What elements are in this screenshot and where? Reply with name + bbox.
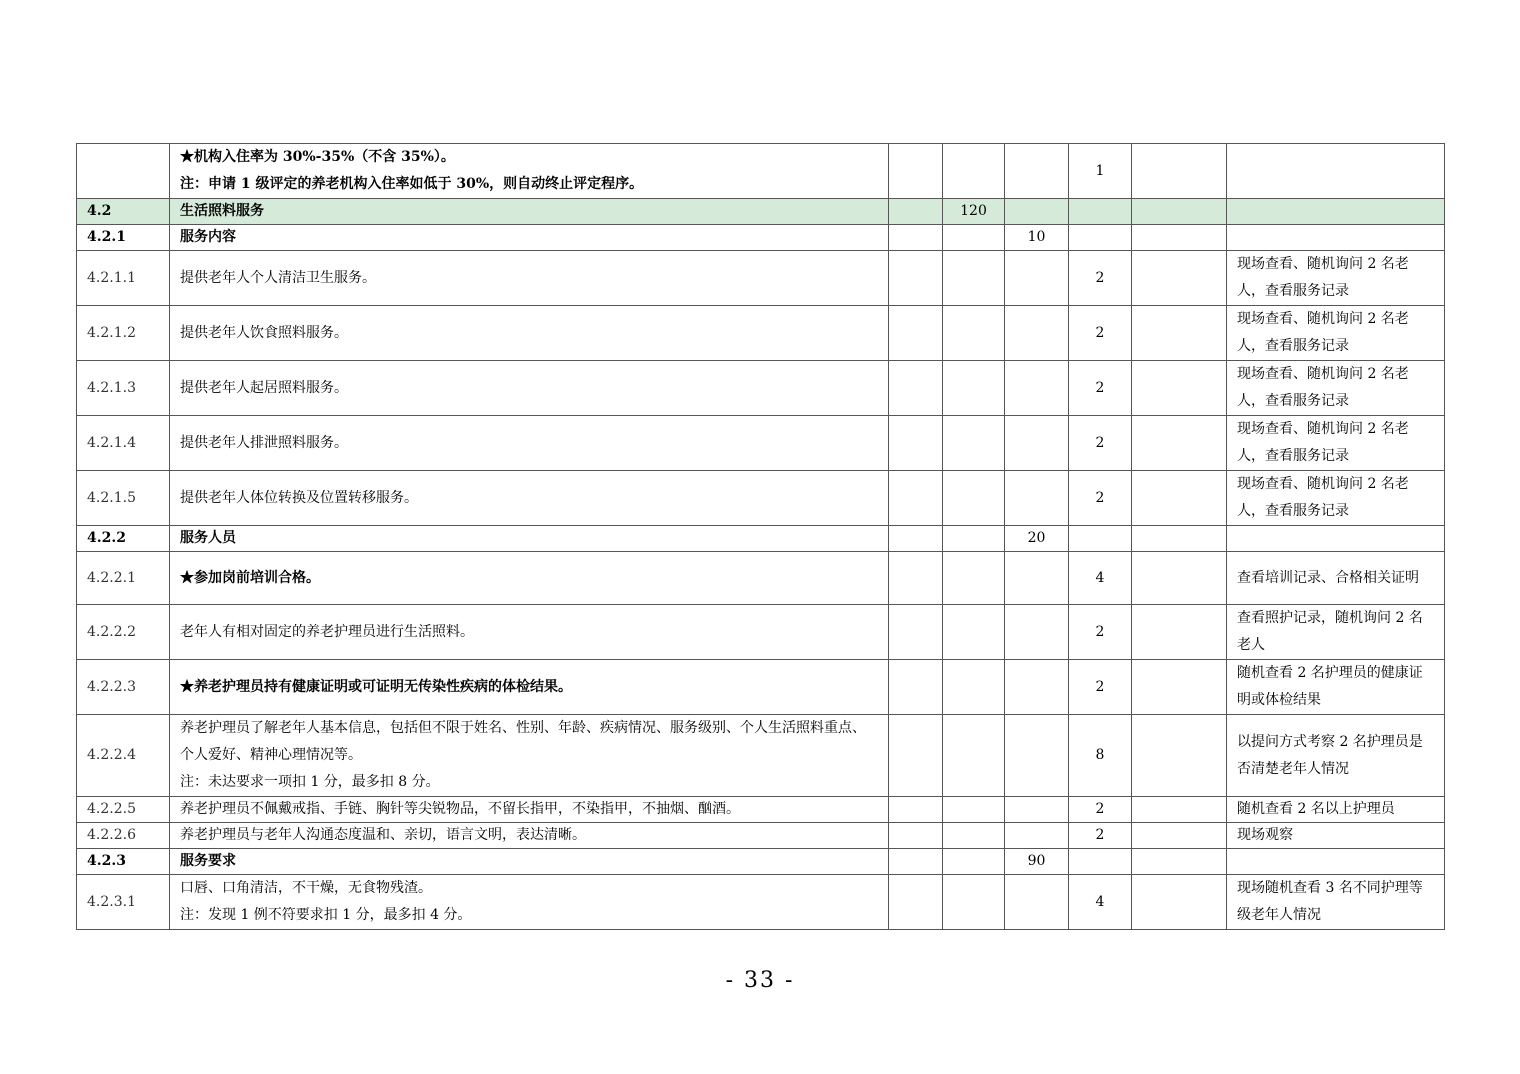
cell-empty [1069,849,1132,875]
item-text: ★养老护理员持有健康证明或可证明无传染性疾病的体检结果。 [170,660,889,715]
table-row [77,797,1445,823]
item-id: 4.2.2.2 [77,605,170,660]
item-text: 老年人有相对固定的养老护理员进行生活照料。 [170,605,889,660]
cell-empty [889,471,943,526]
method-note [1227,225,1445,251]
table-row [77,823,1445,849]
score-actual [1132,660,1227,715]
method-note: 随机查看 2 名护理员的健康证明或体检结果 [1227,660,1445,715]
score-item: 4 [1069,875,1132,930]
item-id: 4.2.1.2 [77,306,170,361]
score-sub [1005,144,1069,199]
cell-empty [889,605,943,660]
score-item: 2 [1069,660,1132,715]
item-id: 4.2.1.4 [77,416,170,471]
score-actual [1132,823,1227,849]
cell-empty [943,849,1005,875]
score-item: 4 [1069,552,1132,605]
cell-empty [1005,605,1069,660]
cell-empty [943,715,1005,797]
cell-empty [943,660,1005,715]
cell-empty [1069,526,1132,552]
method-note: 现场查看、随机询问 2 名老人，查看服务记录 [1227,361,1445,416]
cell-empty [943,797,1005,823]
cell-empty [943,552,1005,605]
item-id: 4.2.1.1 [77,251,170,306]
score-sub: 90 [1005,849,1069,875]
score-actual [1132,416,1227,471]
method-note: 随机查看 2 名以上护理员 [1227,797,1445,823]
item-text: 提供老年人排泄照料服务。 [170,416,889,471]
cell-empty [1227,526,1445,552]
item-id: 4.2.2 [77,526,170,552]
cell-empty [1005,471,1069,526]
score-item: 2 [1069,797,1132,823]
score-actual [1132,715,1227,797]
score-sub: 20 [1005,526,1069,552]
item-text: 提供老年人起居照料服务。 [170,361,889,416]
score-actual [1132,875,1227,930]
score-item: 2 [1069,251,1132,306]
cell-empty [943,471,1005,526]
cell-empty [943,416,1005,471]
cell-empty [1132,849,1227,875]
score-total [943,144,1005,199]
cell-empty [889,144,943,199]
cell-empty [1132,526,1227,552]
method-note: 现场查看、随机询问 2 名老人，查看服务记录 [1227,306,1445,361]
table-row [77,471,1445,526]
cell-empty [889,660,943,715]
score-item: 2 [1069,823,1132,849]
score-actual [1132,306,1227,361]
score-item [1069,199,1132,225]
table-row-section [77,199,1445,225]
score-item: 2 [1069,416,1132,471]
method-note [1227,144,1445,199]
table-row [77,875,1445,930]
item-id: 4.2.1 [77,225,170,251]
table-row [77,144,1445,199]
table-row [77,552,1445,605]
cell-empty [1005,797,1069,823]
cell-empty [889,715,943,797]
score-actual [1132,361,1227,416]
cell-empty [1005,251,1069,306]
cell-empty [889,251,943,306]
score-item: 1 [1069,144,1132,199]
cell-empty [889,199,943,225]
method-note: 查看照护记录，随机询问 2 名老人 [1227,605,1445,660]
table-row [77,416,1445,471]
table-row-subsection [77,225,1445,251]
score-actual [1132,144,1227,199]
cell-empty [889,225,943,251]
evaluation-table [76,143,1445,930]
item-text: 生活照料服务 [170,199,889,225]
cell-empty [1227,849,1445,875]
cell-empty [889,797,943,823]
cell-empty [1005,715,1069,797]
cell-empty [889,823,943,849]
item-id: 4.2.3 [77,849,170,875]
cell-empty [1005,416,1069,471]
cell-empty [889,875,943,930]
cell-empty [943,875,1005,930]
cell-empty [943,251,1005,306]
score-actual [1132,552,1227,605]
table-row [77,660,1445,715]
table-row [77,715,1445,797]
score-actual [1132,471,1227,526]
score-item: 2 [1069,471,1132,526]
item-text: 服务人员 [170,526,889,552]
score-item: 8 [1069,715,1132,797]
method-note: 现场查看、随机询问 2 名老人，查看服务记录 [1227,251,1445,306]
item-id: 4.2.2.6 [77,823,170,849]
method-note: 查看培训记录、合格相关证明 [1227,552,1445,605]
score-item: 2 [1069,361,1132,416]
item-text: ★参加岗前培训合格。 [170,552,889,605]
cell-empty [889,552,943,605]
table-row [77,605,1445,660]
item-text: 服务内容 [170,225,889,251]
item-id: 4.2 [77,199,170,225]
cell-empty [1005,823,1069,849]
score-actual [1132,225,1227,251]
page-number: - 33 - [725,968,795,993]
cell-empty [1005,552,1069,605]
cell-empty [943,823,1005,849]
cell-empty [1005,306,1069,361]
table-row [77,251,1445,306]
score-item [1069,225,1132,251]
score-total: 120 [943,199,1005,225]
cell-empty [943,526,1005,552]
item-text: 提供老年人个人清洁卫生服务。 [170,251,889,306]
cell-empty [1005,660,1069,715]
cell-empty [889,849,943,875]
cell-empty [943,605,1005,660]
method-note: 现场查看、随机询问 2 名老人，查看服务记录 [1227,416,1445,471]
cell-empty [889,416,943,471]
item-id: 4.2.2.3 [77,660,170,715]
table-row-subsection [77,526,1445,552]
table-row [77,361,1445,416]
table-row [77,306,1445,361]
score-actual [1132,199,1227,225]
cell-empty [889,361,943,416]
item-id: 4.2.1.5 [77,471,170,526]
cell-empty [943,361,1005,416]
method-note: 现场查看、随机询问 2 名老人，查看服务记录 [1227,471,1445,526]
cell-empty [1005,875,1069,930]
method-note [1227,199,1445,225]
item-id: 4.2.2.1 [77,552,170,605]
score-item: 2 [1069,605,1132,660]
item-text: 口唇、口角清洁，不干燥，无食物残渣。 注：发现 1 例不符要求扣 1 分，最多扣 4 分。 [170,875,889,930]
cell-empty [1005,361,1069,416]
item-text: 养老护理员了解老年人基本信息，包括但不限于姓名、性别、年龄、疾病情况、服务级别、个人生活照料重点、个人爱好、精神心理情况等。 注：未达要求一项扣 1 分，最多扣 8 分。 [170,715,889,797]
item-id: 4.2.1.3 [77,361,170,416]
table-row-subsection [77,849,1445,875]
item-text: 提供老年人体位转换及位置转移服务。 [170,471,889,526]
method-note: 现场观察 [1227,823,1445,849]
score-actual [1132,605,1227,660]
score-item: 2 [1069,306,1132,361]
score-actual [1132,797,1227,823]
score-sub [1005,199,1069,225]
method-note: 现场随机查看 3 名不同护理等级老年人情况 [1227,875,1445,930]
item-text: ★机构入住率为 30%-35%（不含 35%）。 注：申请 1 级评定的养老机构入住率如低于 30%，则自动终止评定程序。 [170,144,889,199]
item-id: 4.2.2.5 [77,797,170,823]
item-text: 提供老年人饮食照料服务。 [170,306,889,361]
item-text: 养老护理员不佩戴戒指、手链、胸针等尖锐物品，不留长指甲，不染指甲，不抽烟、酗酒。 [170,797,889,823]
score-actual [1132,251,1227,306]
cell-empty [889,526,943,552]
item-id: 4.2.2.4 [77,715,170,797]
item-id [77,144,170,199]
score-total [943,225,1005,251]
item-text: 养老护理员与老年人沟通态度温和、亲切，语言文明，表达清晰。 [170,823,889,849]
item-text: 服务要求 [170,849,889,875]
cell-empty [889,306,943,361]
method-note: 以提问方式考察 2 名护理员是否清楚老年人情况 [1227,715,1445,797]
score-sub: 10 [1005,225,1069,251]
item-id: 4.2.3.1 [77,875,170,930]
cell-empty [943,306,1005,361]
